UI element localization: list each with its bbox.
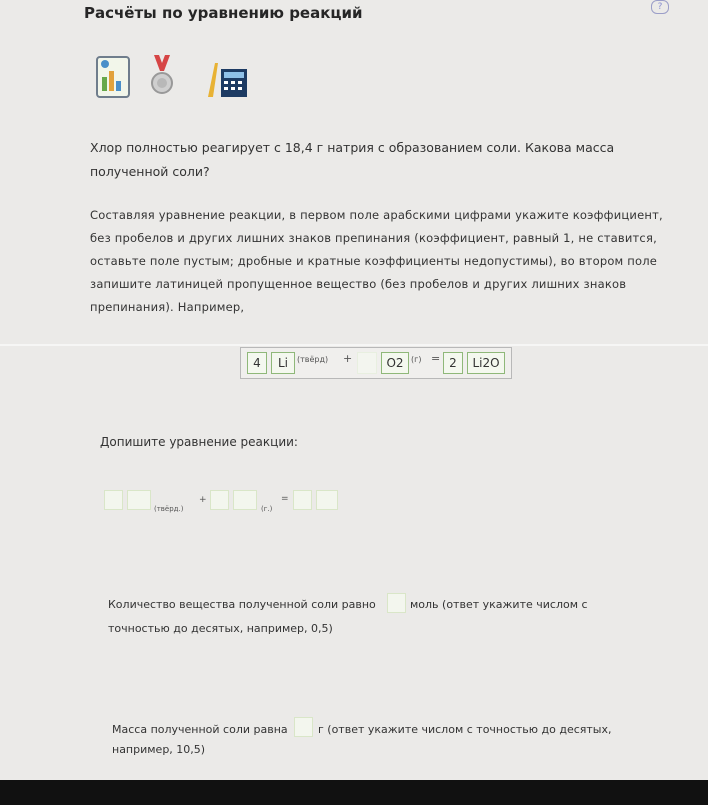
amount-input[interactable] <box>387 593 406 613</box>
coef-input-2[interactable] <box>210 490 229 510</box>
example-equation <box>240 347 512 379</box>
instruction-line: оставьте поле пустым; дробные и кратные коэффициенты недопустимы), во втором поле <box>90 254 658 268</box>
calculator-icon <box>205 57 249 99</box>
instruction-line: без пробелов и других лишних знаков препинания (коэффициент, равный 1, не ставится, <box>90 231 657 245</box>
example-coef-2 <box>357 352 377 374</box>
example-substance-1: Li <box>271 352 295 374</box>
divider <box>0 344 708 346</box>
amount-label: Количество вещества полученной соли равно <box>108 598 376 611</box>
example-plus: + <box>343 352 353 365</box>
state-label-1: (твёрд.) <box>154 505 184 513</box>
coef-input-1[interactable] <box>104 490 123 510</box>
substance-input-1[interactable] <box>127 490 151 510</box>
help-icon[interactable]: ? <box>651 0 669 14</box>
plus-sign: + <box>199 495 207 505</box>
screen-bezel <box>0 780 708 805</box>
instruction-line: запишите латиницей пропущенное вещество (без пробелов и других лишних знаков <box>90 277 627 291</box>
example-coef-3: 2 <box>443 352 463 374</box>
example-equals: = <box>431 352 441 365</box>
substance-input-2[interactable] <box>233 490 257 510</box>
mass-hint: например, 10,5) <box>112 743 206 756</box>
mass-input[interactable] <box>294 717 313 737</box>
instruction-line: препинания). Например, <box>90 300 245 314</box>
question-line-2: полученной соли? <box>90 164 210 179</box>
example-state-2: (г) <box>411 355 422 364</box>
question-line-1: Хлор полностью реагирует с 18,4 г натрия с образованием соли. Какова масса <box>90 140 615 155</box>
instruction-line: Составляя уравнение реакции, в первом поле арабскими цифрами укажите коэффициент, <box>90 208 663 222</box>
substance-input-3[interactable] <box>316 490 338 510</box>
medal-icon <box>150 53 174 99</box>
page-title: Расчёты по уравнению реакций <box>84 4 363 22</box>
example-state-1: (твёрд) <box>297 355 329 364</box>
example-substance-2: O2 <box>381 352 409 374</box>
mass-label-after: г (ответ укажите числом с точностью до десятых, <box>318 723 612 736</box>
example-substance-3: Li2O <box>467 352 505 374</box>
task-prompt: Допишите уравнение реакции: <box>100 435 298 449</box>
state-label-2: (г.) <box>261 505 273 513</box>
equals-sign: = <box>281 494 289 504</box>
chart-icon <box>95 55 131 99</box>
amount-label-after: моль (ответ укажите числом с <box>410 598 588 611</box>
coef-input-3[interactable] <box>293 490 312 510</box>
mass-label: Масса полученной соли равна <box>112 723 288 736</box>
amount-hint: точностью до десятых, например, 0,5) <box>108 622 333 635</box>
example-coef-1: 4 <box>247 352 267 374</box>
